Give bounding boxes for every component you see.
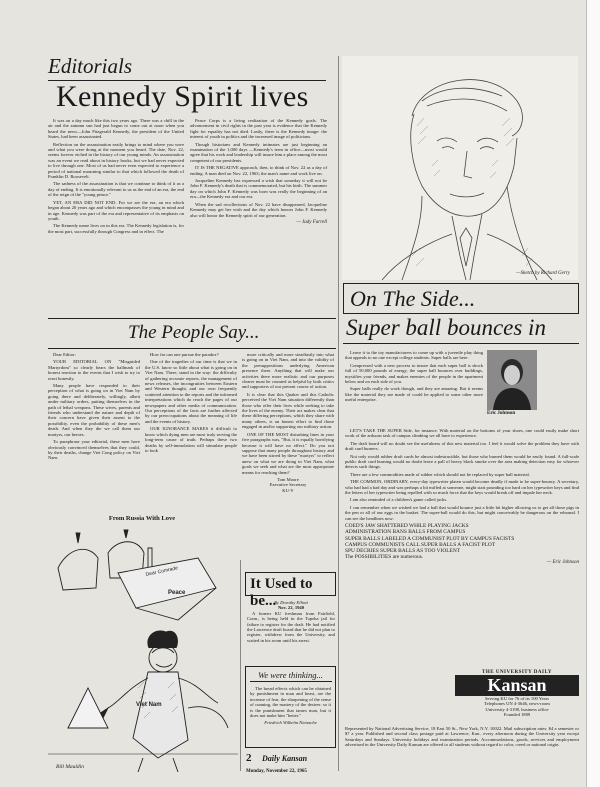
letter-paragraph: Dear Editor: [53, 352, 76, 357]
used-to-be-text: A former KU freshman from Fairfield, Conn., is being held in the Topeka jail for failure to register for the draft. He had notified the Lawrence draft board that he did not plan to register, withdrew from the University, and waited in his room until his arrest. [247, 610, 335, 643]
editorial-signoff: — Judy Farrell [296, 219, 327, 225]
letter-paragraph: To paraphrase your editorial, these men have obviously convinced themselves that they could, by their deaths, change Viet Cong policy on Viet Nam. [48, 439, 140, 461]
imagined-headline: SUPER BALLS LABELED A COMMUNIST PLOT BY CAMPUS FACISTS [345, 535, 515, 542]
publication-info [345, 726, 579, 750]
section-label: Editorials [48, 54, 133, 78]
on-the-side-signoff: — Eric Johnson [546, 560, 579, 566]
cartoon-artist: Bill Mauldin [56, 764, 84, 770]
imagined-headline: SPU DECRIES SUPER BALLS AS TOO VIOLENT [345, 547, 461, 554]
thinking-rule [250, 681, 332, 682]
column-title: On The Side... [350, 286, 476, 311]
people-say-title: The People Say... [128, 322, 260, 343]
editorial-paragraph: Though historians and Kennedy intimates are just beginning an examination of the 1,000 days —Kennedy's term in office—most would agree that his work and leadership will insure him a place among the most competent of our presidents. [190, 141, 327, 163]
letter-paragraph: One of the tragedies of our time is that we in the U.S. know so little about what is going on in Viet Nam. There, stand in the way: the difficulty of gathering accurate reports, the management of news releases, the incongruities between Eastern and Western thought, and our own frequently scattered attention to the reports and the informed interpretations which do reach the pages of our newspapers and other media of communication. Our perceptions of the facts are further affected by our preoccupations about the meaning of life and the events of history. [145, 359, 237, 424]
signature-name: Tom Moore [277, 476, 299, 482]
cartoon-drawing-icon [48, 528, 238, 772]
on-the-side-paragraph: There are a few commodities made of rubber which should not be replaced by super ball material. [350, 471, 530, 477]
masthead-line: University 4-3198, business office [485, 706, 549, 712]
letter-column-1 [48, 352, 140, 463]
signature-org: KU-Y [282, 487, 294, 493]
portrait-sketch-icon [342, 56, 578, 280]
masthead-title: Kansan [455, 675, 579, 696]
editorial-paragraph: The Kennedy name lives on in this era. The Kennedy legislation is, for the most part, successfully through Congress and in effect. The [48, 223, 184, 234]
on-the-side-paragraph: Super balls really do work though, and they are amazing. But it seems like the material they are made of could be applied to some other more useful enterprise. [345, 386, 483, 403]
cartoon-label: Peace [168, 590, 186, 596]
on-the-side-paragraph: LET'S TAKE THE SUPER Side, for instance. With material on the bottoms of your shoes, one could easily make short work of the arduous task of campus climbing we all have to experience. [345, 428, 579, 439]
editorial-paragraph: Jacqueline Kennedy has expressed a wish that someday it will not be John F. Kennedy's death that is commemorated, but his birth. The summer day on which John F. Kennedy was born was really the beginning of an era—the Kennedy era and our era. [190, 178, 327, 200]
editorial-paragraph: The sadness of the assassination is that we continue to think of it as a day of ending. It is emotionally relevant to us as the end of an era, the end of the reign of the "young prince." [48, 181, 184, 198]
editorial-paragraph: Reflection on the assassination easily brings to mind where you were and what you were doing at the moment you heard. The date, Nov. 22, seems forever etched in the history of our young minds. An assassination was an event we read about in history books, but we had never expected to live through one. Most of us had never even expected to experience a period of national mourning similar to that which followed the death of Franklin D. Roosevelt. [48, 141, 184, 180]
imagined-headlines [345, 523, 579, 560]
footer-date: Monday, November 22, 1965 [246, 769, 307, 774]
masthead-line: Telephones UN 4-3646, news-room [484, 701, 550, 707]
masthead-line: Serving KU for 76 of its 100 Years [484, 696, 550, 701]
imagined-headline: ADMINISTRATION BANS BALLS FROM CAMPUS [345, 529, 466, 536]
letter-paragraph: YOUR EDITORIAL ON "Misguided Martyrdom" so clearly bears the hallmark of honest reaction to the events that I wish to try to react honestly. [48, 359, 140, 381]
letter-column-2 [145, 352, 237, 455]
masthead [455, 670, 579, 717]
on-the-side-paragraph: The draft board will no doubt see the usefulness of this new material too. I feel it would solve the problem they have with draft card burners. [345, 440, 579, 452]
person-photo-icon [487, 350, 537, 410]
masthead-top: THE UNIVERSITY DAILY [482, 670, 552, 675]
headline-rule [343, 343, 579, 344]
on-the-side-paragraph: Not only would rubber draft cards be almost indestructible, but those who burned them would be easily found. A full-scale public draft card burning would no doubt leave a pall of heavy black smoke over the area making detection easy for whoever detects such things. [345, 453, 579, 470]
on-the-side-headline: Super ball bounces in [346, 315, 546, 340]
on-the-side-paragraph: I can remember when we wished we had a ball that would bounce just a little bit higher allowing us to get all those pigs in the pen or all of our eggs in the basket. The super-ball would do this, but might conceivably be dangerous on the rebound. I can see the headlines now: [345, 504, 579, 521]
imagined-headline: The POSSIBILITIES are numerous. [345, 554, 424, 561]
page-edge [586, 0, 600, 787]
editorial-paragraph: When the sad recollections of Nov. 22 have disappeared, Jacqueline Kennedy may get her wish and the day which honors John F. Kennedy also will honor the Kennedy spirit of our generation. [190, 201, 327, 218]
people-say-rule-bottom [48, 348, 336, 349]
masthead-line: Founded 1889 [503, 711, 531, 717]
cartoon-label: Viet Nam [136, 702, 162, 708]
used-to-be-date: Nov. 22, 1940 [277, 605, 305, 611]
on-the-side-paragraph: Leave it to the toy manufacturers to come up with a juvenile play thing that appeals to no one except college students. Super balls are here. [345, 350, 483, 361]
cartoon-label: Dear Comrade [145, 565, 179, 578]
editorial-paragraph: It was on a day much like this two years ago. There was a chill in the air and the autumn sun had just begun to come out at noon when you heard the news—John Fitzgerald Kennedy, the president of the United States, had been assassinated. [48, 118, 184, 140]
used-to-be-column [247, 600, 335, 645]
people-say-rule-top [48, 318, 336, 319]
letter-paragraph: Many people have responded to their perception of what is going on in Viet Nam by going there and deliberately, willingly, albeit under military orders, putting themselves in the path of lethal weapons. These wives, parents and friends who understand the nature and depth of their concern have given their assent to the possibility, even the probability of these men's death. And when they die we call them our martyrs, our heroes. [48, 383, 140, 437]
letter-paragraph: How far can one pursue the paradox? [150, 352, 219, 357]
sketch-caption: —Sketch by Richard Gerry [516, 271, 570, 276]
thinking-body [246, 680, 335, 726]
letter-signature [242, 477, 334, 493]
on-the-side-body [345, 428, 579, 566]
editorial-paragraph: IT IS THE NEGATIVE approach, then, to think of Nov. 22 as a day of ending. A man died on Nov. 22, 1963; the man's name and work live on. [190, 165, 327, 176]
on-the-side-paragraph: Compressed with a new process to insure that each super ball is shock full of 50,000 pounds of energy, the super ball bounces over buildings, mystifies your friends, and makes enemies of the people in the apartment below and on each side of you. [345, 362, 483, 385]
on-the-side-banner [343, 283, 579, 314]
on-the-side-paragraph: I am also reminded of a children's game called jacks. [350, 497, 448, 503]
thinking-box [245, 666, 336, 748]
imagined-headline: CAMPUS COMMUNISTS CALL SUPER BALLS A FACIST PLOT [345, 541, 496, 548]
editorial-cartoon [48, 528, 238, 772]
editorial-paragraph: Peace Corps is a living realization of the Kennedy goals. The advancement in civil rights in the past year is evidence that the Kennedy fight for equality has not died. Lastly, there is the Kennedy image: the interest of youth in politics and the increased image of politicians. [190, 118, 327, 140]
imagined-headline: COED'S JAW SHATTERED WHILE PLAYING JACKS [345, 523, 469, 530]
letter-paragraph: It is clear that this Quaker and this Catholic perceived the Viet Nam situation differently than those who offer their lives while seeking to take the lives of the enemy. Their act makes clear that these differing perceptions, which they share with many others, is an honest effort to find those engaged in and/or supporting our military action. [242, 391, 334, 430]
footer-paper-name: Daily Kansan [262, 754, 308, 763]
signature-title: Executive Secretary [269, 482, 307, 488]
letter-column-3 [242, 352, 334, 493]
column-divider [240, 560, 241, 771]
thinking-text: The bread effects which can be obtained by punishment in man and beast, are the increase of fear, the sharpening of the sense of cunning, the mastery of the desires: so it is the punishment that tames man, but it does not make him "better." [250, 686, 331, 719]
used-to-be-title: It Used to be... [250, 576, 313, 609]
editorial-headline: Kennedy Spirit lives [56, 80, 309, 113]
publication-info-text: Represented by National Advertising Service, 18 East 50 St., New York, N.Y. 10022. Mail subscription rates: $4 a semester or $7 a year. Published and second class postage paid at Lawrence, Kan., every afternoon during the University year except Saturdays and Sundays. University holidays and examination periods. Accommodations, goods, services and employment advertised in the University Daily Kansan are offered to all students without regard to color, creed or national origin. [345, 726, 579, 748]
on-the-side-intro [345, 350, 483, 405]
column-divider [338, 56, 339, 771]
author-photo [487, 350, 537, 416]
letter-paragraph: more critically and more steadfastly into what is going on in Viet Nam, and into the validity of the presuppositions underlying American presence there. Anything that will make our activities there more realistic and our purposes clearer must be counted as helpful by both critics and supporters of our present course of action. [242, 352, 334, 390]
editorial-column-1 [48, 118, 184, 236]
on-the-side-paragraph: THE COMMON, ORDINARY, every-day typewriter platen would become deadly if made to be super-bouncy. A secretary, who had had a bad day and was perhaps a bit miffed at someone, might start pounding too hard on her typewriter keys and find the letters of her typewriter being repelled with so much force that the keys would break off and impale her neck. [345, 479, 579, 496]
used-to-be-byline: By Dorothy Elliott [274, 600, 308, 605]
page-number: 2 [246, 752, 252, 764]
letter-paragraph: OUR IGNORANCE MAKES it difficult to know which dying men are most truly serving the long-term cause of truth. Perhaps these two deaths by self-immolation will stimulate people to look [145, 426, 237, 453]
cartoon-title: From Russia With Love [108, 515, 176, 522]
photo-caption: Eric Johnson [487, 411, 516, 416]
thinking-title: We were thinking... [258, 670, 323, 680]
editorial-column-2 [190, 118, 327, 225]
thinking-author: Friedrich Wilhelm Nietzsche [264, 720, 317, 726]
letter-paragraph: ONE OF THE MOST disturbing lines in your five paragraphs was, "But, it is equally horrifying because it will have no effect." Do you not suppose that many people throughout history and we have been stirred by these "martyrs" to reflect anew on what we are doing in Viet Nam, what goals we seek and what are the most appropriate means for reaching them? [242, 431, 334, 475]
kennedy-sketch [342, 56, 578, 280]
editorial-paragraph: YET, AN ERA DID NOT END. For we are the era, an era which began about 20 years ago and which encompasses the young in mind and in age. Kennedy was part of the era and representative of its emphasis on youth. [48, 199, 184, 221]
